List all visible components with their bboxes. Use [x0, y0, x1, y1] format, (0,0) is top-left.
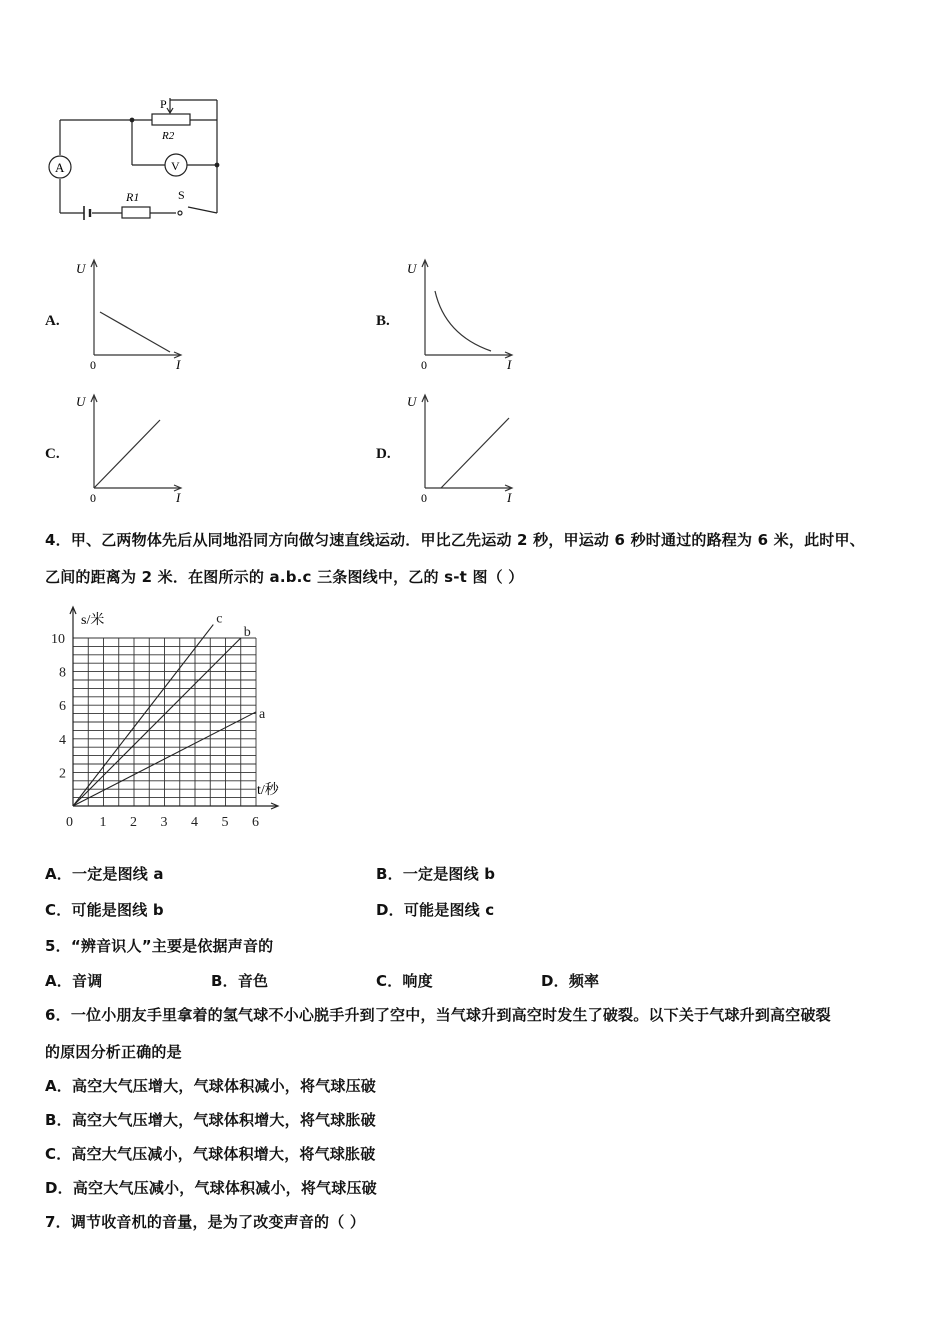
graph-a-line	[100, 312, 170, 352]
q7-question: 7．调节收音机的音量，是为了改变声音的（ ）	[45, 1213, 366, 1231]
y-tick-label: 10	[51, 632, 65, 647]
x-tick-label: 3	[160, 815, 168, 830]
graph-a-origin: 0	[90, 358, 96, 372]
q5-option-b[interactable]: B．音色	[211, 972, 269, 990]
q4-question-line1: 4．甲、乙两物体先后从同地沿同方向做匀速直线运动．甲比乙先运动 2 秒，甲运动 6 秒时通过的路程为 6 米，此时甲、	[45, 531, 865, 549]
y-tick-label: 2	[59, 766, 66, 782]
x-tick-label: 2	[130, 815, 137, 830]
x-tick-label: 5	[221, 815, 229, 830]
q4-question-line2: 乙间的距离为 2 米．在图所示的 a.b.c 三条图线中，乙的 s-t 图（ ）	[45, 568, 524, 586]
switch-label: S	[178, 188, 185, 202]
graph-d-axis-i: I	[507, 490, 512, 505]
x-tick-label: 6	[252, 815, 259, 830]
graph-b-curve	[435, 291, 491, 351]
graph-option-b	[401, 255, 521, 373]
q5-option-a[interactable]: A．音调	[45, 972, 103, 990]
graph-b-axis-u: U	[407, 261, 417, 276]
q4-option-d[interactable]: D．可能是图线 c	[376, 901, 495, 919]
r2-label: R2	[162, 130, 175, 142]
graph-c-axis-i: I	[176, 490, 181, 505]
graph-b-origin: 0	[421, 358, 427, 372]
q5-question: 5．“辨音识人”主要是依据声音的	[45, 937, 274, 955]
q3-option-d-label[interactable]: D.	[376, 446, 391, 462]
graph-option-a	[70, 255, 190, 373]
graph-d-line	[441, 418, 509, 488]
y-tick-label: 4	[59, 732, 66, 748]
q3-option-c-label[interactable]: C.	[45, 446, 60, 462]
voltmeter-label: V	[171, 159, 180, 173]
st-xlabel: t/秒	[257, 783, 279, 798]
y-tick-label: 8	[59, 665, 66, 681]
q3-option-a-label[interactable]: A.	[45, 313, 60, 329]
q6-option-a[interactable]: A．高空大气压增大，气球体积减小，将气球压破	[45, 1077, 377, 1095]
x-tick-label: 4	[191, 815, 198, 830]
st-chart	[45, 600, 290, 835]
series-label-b: b	[243, 625, 251, 640]
q6-option-d[interactable]: D．高空大气压减小，气球体积减小，将气球压破	[45, 1179, 377, 1197]
graph-b-axis-i: I	[507, 357, 512, 372]
st-ylabel: s/米	[81, 613, 105, 628]
series-line-c	[73, 625, 213, 806]
q6-option-b[interactable]: B．高空大气压增大，气球体积增大，将气球胀破	[45, 1111, 376, 1129]
x-tick-label: 1	[99, 815, 107, 830]
q4-option-a[interactable]: A．一定是图线 a	[45, 865, 164, 883]
graph-c-origin: 0	[90, 491, 96, 505]
graph-a-axis-i: I	[176, 357, 181, 372]
q5-option-d[interactable]: D．频率	[541, 972, 600, 990]
graph-d-axis-u: U	[407, 394, 417, 409]
series-label-c: c	[216, 611, 223, 627]
q4-option-b[interactable]: B．一定是图线 b	[376, 865, 496, 883]
q5-option-c[interactable]: C．响度	[376, 972, 433, 990]
q3-option-b-label[interactable]: B.	[376, 313, 390, 329]
graph-option-c	[70, 390, 190, 508]
x-tick-label: 0	[66, 815, 73, 830]
ammeter-label: A	[55, 160, 65, 175]
circuit-diagram	[40, 95, 230, 230]
graph-a-axis-u: U	[76, 261, 86, 276]
q4-option-c[interactable]: C．可能是图线 b	[45, 901, 164, 919]
q6-question-line2: 的原因分析正确的是	[45, 1043, 182, 1061]
y-tick-label: 6	[59, 699, 66, 715]
series-label-a: a	[259, 706, 266, 722]
graph-option-d	[401, 390, 521, 508]
graph-d-origin: 0	[421, 491, 427, 505]
q6-option-c[interactable]: C．高空大气压减小，气球体积增大，将气球胀破	[45, 1145, 376, 1163]
slider-label: P	[160, 97, 167, 111]
graph-c-line	[94, 420, 160, 488]
graph-c-axis-u: U	[76, 394, 86, 409]
r1-label: R1	[126, 190, 140, 204]
q6-question-line1: 6．一位小朋友手里拿着的氢气球不小心脱手升到了空中，当气球升到高空时发生了破裂。以下关于气球升到高空破裂	[45, 1006, 831, 1024]
